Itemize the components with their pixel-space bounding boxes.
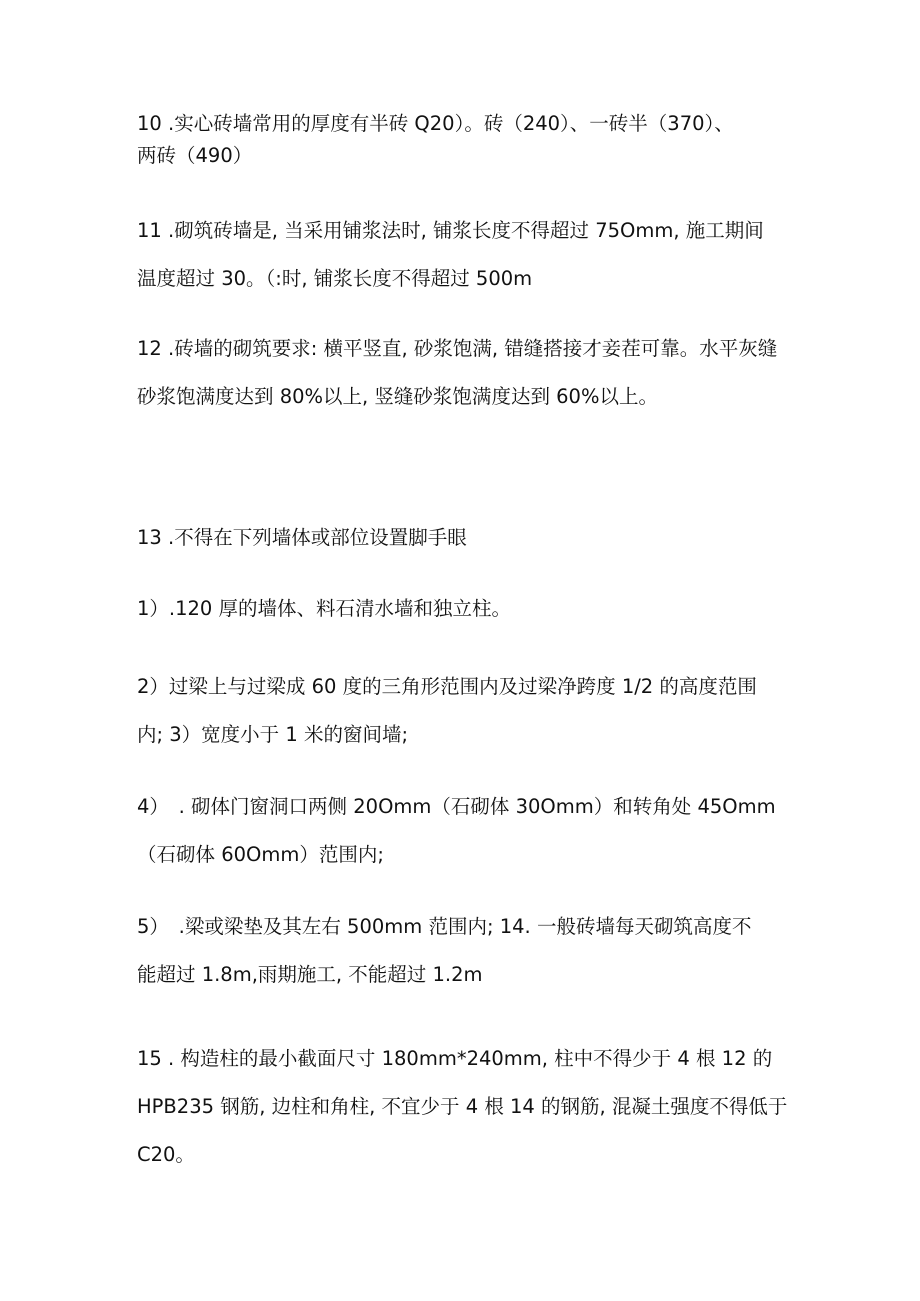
item-12 <box>137 325 797 421</box>
text-line: 内; 3）宽度小于 1 米的窗间墙; <box>137 723 409 746</box>
text-line: 10 .实心砖墙常用的厚度有半砖 Q20）。砖（240）、一砖半（370）、 <box>137 112 734 135</box>
text-line: 2）过梁上与过梁成 60 度的三角形范围内及过梁净跨度 1/2 的高度范围 <box>137 675 757 698</box>
item-13-5 <box>137 903 797 999</box>
text-line: 两砖（490） <box>137 144 253 167</box>
item-15 <box>137 1035 797 1179</box>
item-10 <box>137 108 797 172</box>
text-line: C20。 <box>137 1143 195 1166</box>
text-line: 13 .不得在下列墙体或部位设置脚手眼 <box>137 526 467 549</box>
text-line: 5） .梁或梁垫及其左右 500mm 范围内; 14. 一般砖墙每天砌筑高度不 <box>137 915 752 938</box>
text-line: 砂浆饱满度达到 80%以上, 竖缝砂浆饱满度达到 60%以上。 <box>137 385 658 408</box>
text-line: 12 .砖墙的砌筑要求: 横平竖直, 砂浆饱满, 错缝搭接才妾茬可靠。水平灰缝 <box>137 337 778 360</box>
text-line: 温度超过 30。（:时, 铺浆长度不得超过 500m <box>137 267 533 290</box>
text-line: 11 .砌筑砖墙是, 当采用铺浆法时, 铺浆长度不得超过 75Omm, 施工期间 <box>137 219 764 242</box>
item-13-2 <box>137 663 797 759</box>
text-line: 4） . 砌体门窗洞口两侧 20Omm（石砌体 30Omm）和转角处 45Omm <box>137 795 776 818</box>
text-line: 能超过 1.8m,雨期施工, 不能超过 1.2m <box>137 963 483 986</box>
text-line: HPB235 钢筋, 边柱和角柱, 不宜少于 4 根 14 的钢筋, 混凝土强度不得低于 <box>137 1095 788 1118</box>
item-13-4 <box>137 783 797 879</box>
item-11 <box>137 207 797 303</box>
item-13 <box>137 522 797 554</box>
item-13-1 <box>137 593 797 625</box>
text-line: 15 . 构造柱的最小截面尺寸 180mm*240mm, 柱中不得少于 4 根 12 的 <box>137 1047 773 1070</box>
text-line: （石砌体 60Omm）范围内; <box>137 843 384 866</box>
text-line: 1）.120 厚的墙体、料石清水墙和独立柱。 <box>137 597 512 620</box>
